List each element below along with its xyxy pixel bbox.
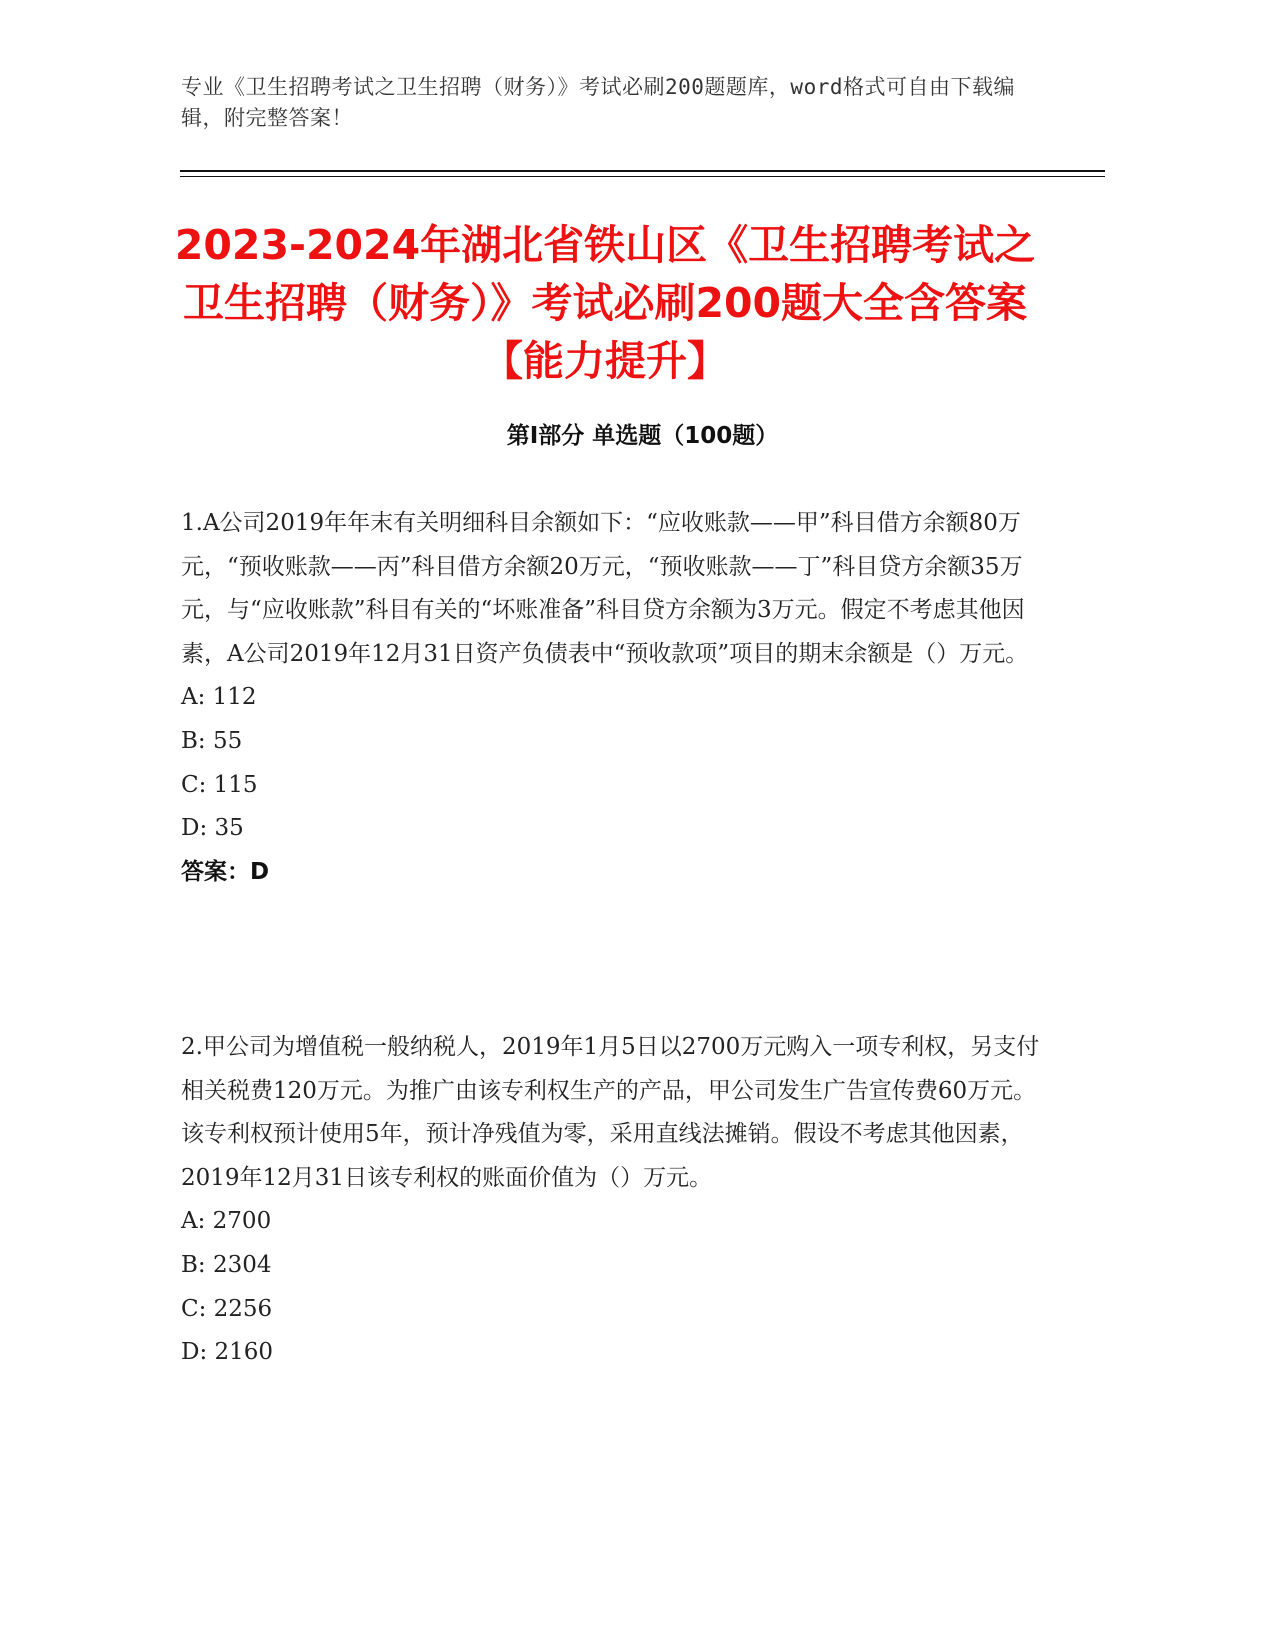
option-b: B: 2304 bbox=[181, 1251, 272, 1278]
header-divider-thin bbox=[180, 176, 1105, 177]
question-1 bbox=[181, 502, 1041, 894]
header-divider bbox=[180, 170, 1105, 172]
option-a: A: 112 bbox=[181, 684, 257, 711]
option-c: C: 2256 bbox=[181, 1295, 273, 1322]
answer: 答案：D bbox=[181, 858, 270, 885]
section-title: 第Ⅰ部分 单选题（100题） bbox=[506, 423, 779, 449]
option-b: B: 55 bbox=[181, 727, 243, 754]
option-c: C: 115 bbox=[181, 771, 258, 798]
question-2 bbox=[181, 1026, 1041, 1375]
option-d: D: 35 bbox=[181, 815, 244, 842]
header-note: 专业《卫生招聘考试之卫生招聘（财务）》考试必刷200题题库，word格式可自由下载编辑，附完整答案！ bbox=[181, 75, 1015, 130]
question-stem: 2.甲公司为增值税一般纳税人，2019年1月5日以2700万元购入一项专利权，另支付相关税费120万元。为推广由该专利权生产的产品，甲公司发生广告宣传费60万元。该专利权预计使用5年，预计净残值为零，采用直线法摊销。假设不考虑其他因素，2019年12月31日该专利权的账面价值为（）万元。 bbox=[181, 1034, 1040, 1191]
question-stem: 1.A公司2019年年末有关明细科目余额如下：“应收账款——甲”科目借方余额80万元，“预收账款——丙”科目借方余额20万元，“预收账款——丁”科目贷方余额35万元，与“应收账款”科目有关的“坏账准备”科目贷方余额为3万元。假定不考虑其他因素，A公司2019年12月31日资产负债表中“预收款项”项目的期末余额是（）万元。 bbox=[181, 510, 1029, 667]
document-title: 2023-2024年湖北省铁山区《卫生招聘考试之卫生招聘（财务）》考试必刷200题大全含答案【能力提升】 bbox=[174, 221, 1036, 385]
option-d: D: 2160 bbox=[181, 1339, 274, 1366]
option-a: A: 2700 bbox=[181, 1208, 272, 1235]
